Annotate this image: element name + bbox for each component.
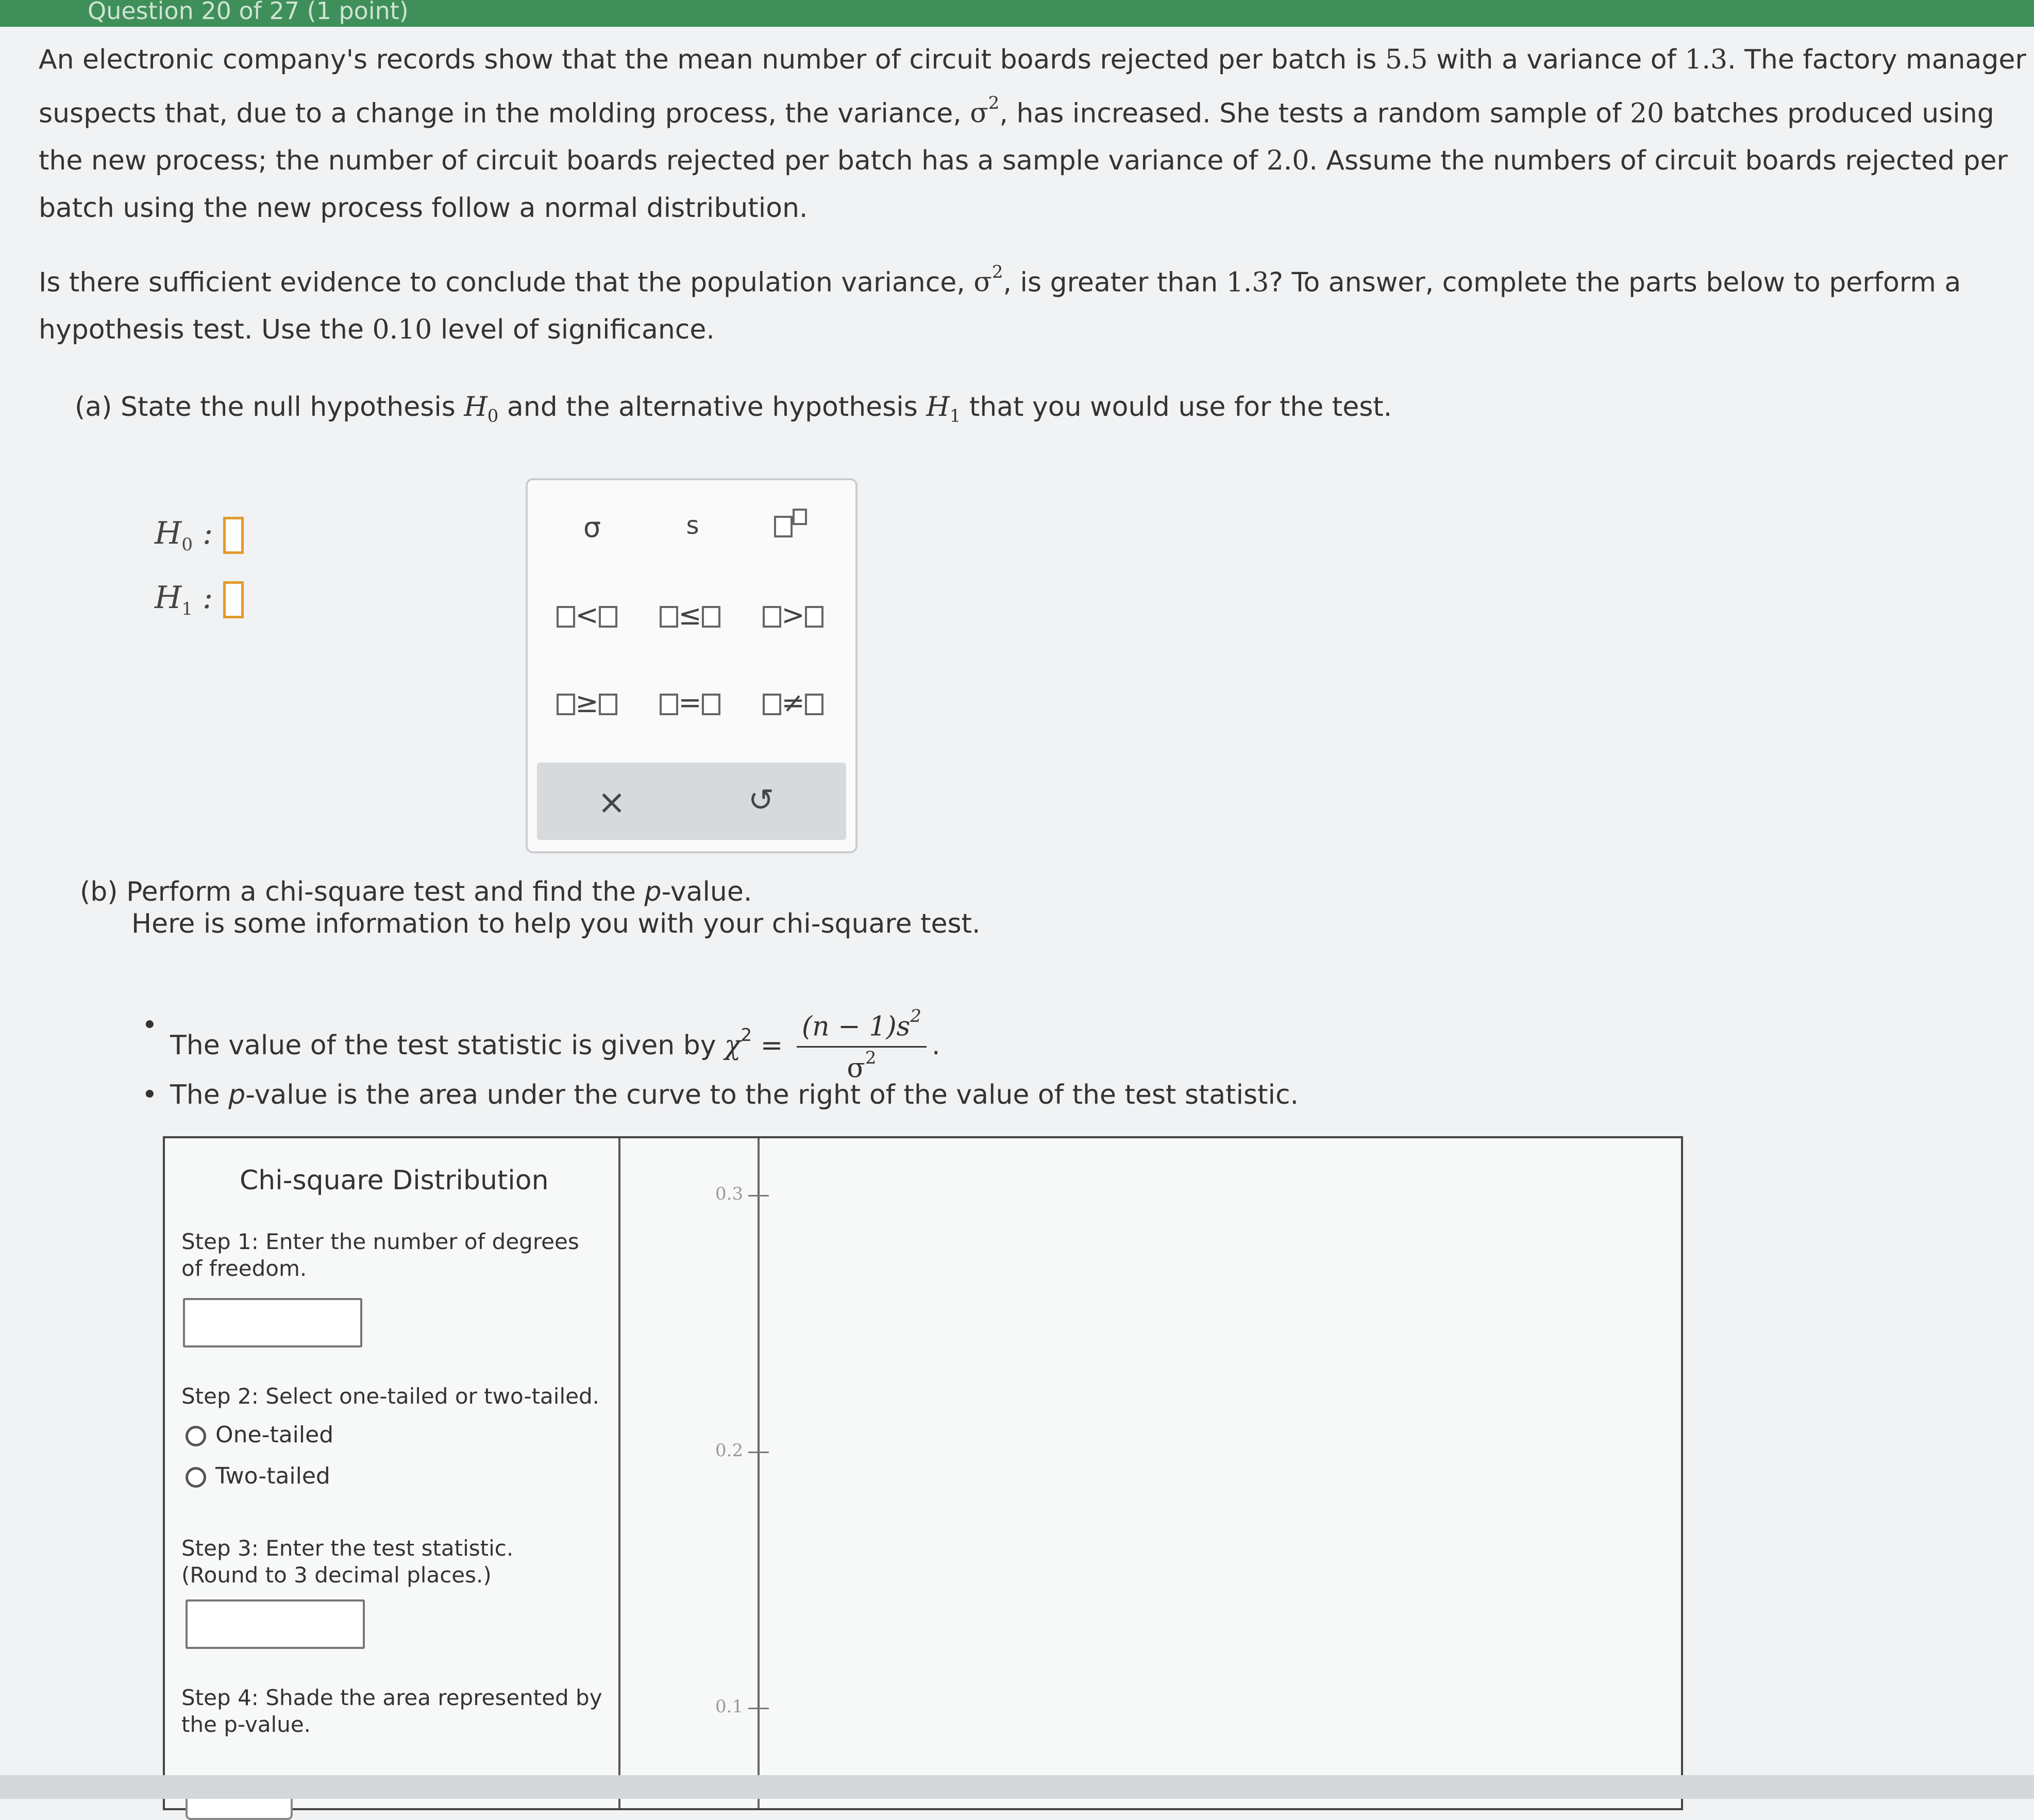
palette-footer: [537, 763, 846, 840]
chi-square-title: Chi-square Distribution: [240, 1165, 549, 1196]
step4-label: Step 4: Shade the area represented by the p-value.: [181, 1685, 602, 1737]
sigma-symbol: $\sigma^2$: [970, 93, 1000, 129]
y-tick-label: 0.2: [715, 1440, 744, 1461]
chi-symbol: χ: [725, 1030, 741, 1061]
question-header: Question 20 of 27 (1 point): [88, 0, 409, 25]
top-bar: [0, 0, 2034, 27]
undo-icon[interactable]: ↺: [748, 782, 775, 818]
step2-label: Step 2: Select one-tailed or two-tailed.: [181, 1384, 599, 1409]
test-statistic-input[interactable]: [186, 1599, 365, 1649]
chi-square-panel: [163, 1136, 1683, 1810]
y-tick: [748, 1452, 769, 1453]
equal-button[interactable]: =: [646, 686, 734, 719]
math-palette: [526, 478, 858, 853]
less-than-button[interactable]: <: [543, 599, 631, 631]
y-tick-label: 0.1: [715, 1696, 744, 1717]
test-statistic-formula: $\frac{(n - 1)s^2}{\sigma^2}$: [797, 1010, 927, 1084]
not-equal-button[interactable]: ≠: [749, 686, 837, 719]
y-tick: [748, 1195, 769, 1197]
sigma-button[interactable]: σ: [583, 511, 601, 544]
s-button[interactable]: s: [686, 511, 699, 540]
degrees-of-freedom-input[interactable]: [183, 1298, 362, 1347]
test-statistic-bullet: • The value of the test statistic is given by $\chi^2$ = $\frac{(n - 1)s^2}{\sigma^2}$ .: [170, 1010, 940, 1084]
problem-paragraph-2: Is there sufficient evidence to conclude that the population variance, $\sigma^2$, is greater than 1.3? To answer, complete the parts below to perform a hypothesis test. Use the 0.10 level of significance.: [39, 262, 1961, 346]
part-a-prompt: (a) State the null hypothesis $H_0$ and the alternative hypothesis $H_1$ that you would use for the test.: [75, 392, 1392, 427]
step1-label: Step 1: Enter the number of degrees of freedom.: [181, 1229, 579, 1281]
step3-label: Step 3: Enter the test statistic. (Round to 3 decimal places.): [181, 1536, 514, 1588]
greater-than-button[interactable]: >: [749, 599, 837, 631]
chi-square-controls: [165, 1138, 620, 1808]
problem-paragraph-1: An electronic company's records show that the mean number of circuit boards rejected per batch is 5.5 with a variance of 1.3. The factory manager suspects that, due to a change in the molding process, the variance, $\sigma^2$, has increased. She tests a random sample of 20 batches produced using the new process; the number of circuit boards rejected per batch has a sample variance of 2.0. Assume the numbers of circuit boards rejected per batch using the new process follow a normal distribution.: [39, 44, 2026, 224]
alt-hypothesis-input[interactable]: [223, 581, 244, 618]
less-equal-button[interactable]: ≤: [646, 599, 734, 631]
part-b-prompt: (b) Perform a chi-square test and find the p-value. Here is some information to help you with your chi-square test.: [80, 877, 981, 939]
two-tailed-radio[interactable]: Two-tailed: [186, 1463, 330, 1489]
null-hypothesis-row: $H_0$ :: [155, 515, 244, 555]
one-tailed-radio[interactable]: One-tailed: [186, 1422, 333, 1448]
alt-hypothesis-row: $H_1$ :: [155, 580, 244, 619]
y-tick: [748, 1708, 769, 1709]
y-tick-label: 0.3: [715, 1184, 744, 1204]
greater-equal-button[interactable]: ≥: [543, 686, 631, 719]
bottom-bar: [0, 1775, 2034, 1799]
clear-icon[interactable]: ×: [597, 782, 626, 822]
p-value-bullet: • The p-value is the area under the curve to the right of the value of the test statistic.: [170, 1080, 1299, 1110]
null-hypothesis-input[interactable]: [223, 517, 244, 554]
superscript-button[interactable]: [747, 509, 834, 541]
sigma-symbol: $\sigma^2$: [973, 262, 1003, 298]
